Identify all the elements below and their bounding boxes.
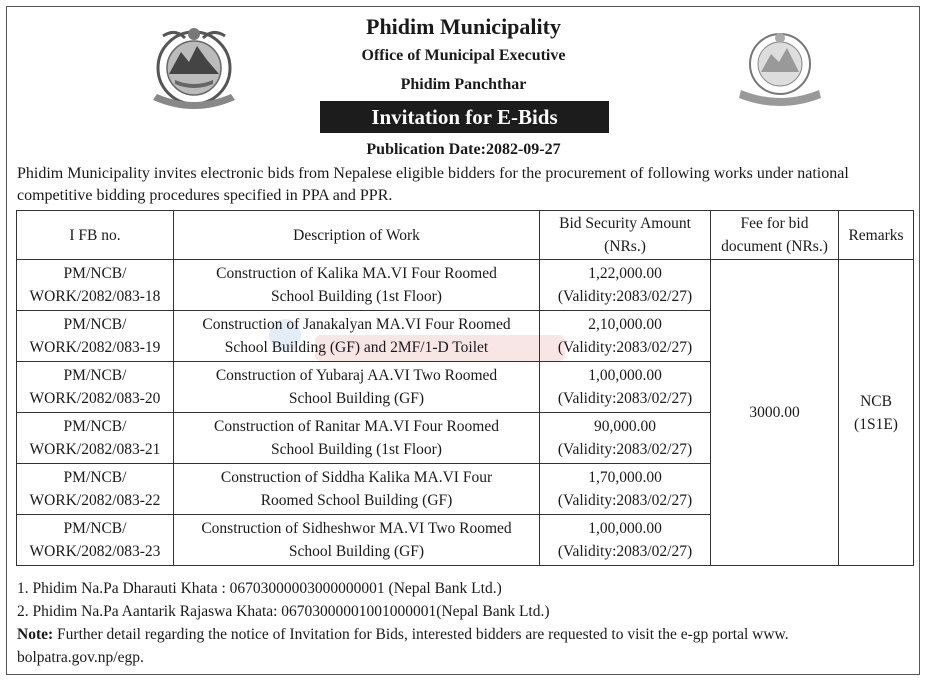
ifb-cell: PM/NCB/ WORK/2082/083-20 [17, 362, 174, 413]
publication-date: Publication Date:2082-09-27 [366, 141, 561, 158]
phidim-municipality-seal-icon [731, 28, 829, 110]
note-label: Note: [17, 626, 54, 643]
account-note-2: 2. Phidim Na.Pa Aantarik Rajaswa Khata: 06703000001001000001(Nepal Bank Ltd.) [17, 603, 550, 620]
ifb-cell: PM/NCB/ WORK/2082/083-23 [17, 515, 174, 566]
description-cell: Construction of Kalika MA.VI Four Roomed School Building (1st Floor) [174, 260, 540, 311]
nepal-government-emblem-icon [145, 22, 243, 112]
bid-security-cell: 1,00,000.00 (Validity:2083/02/27) [540, 515, 711, 566]
portal-note [17, 623, 907, 669]
bid-security-cell: 90,000.00 (Validity:2083/02/27) [540, 413, 711, 464]
note-text: Further detail regarding the notice of Invitation for Bids, interested bidders are requested to visit the e-gp portal www. bolpatra.gov.np/egp. [17, 626, 789, 666]
description-cell: Construction of Yubaraj AA.VI Two Roomed School Building (GF) [174, 362, 540, 413]
header-remarks: Remarks [839, 211, 914, 260]
notice-banner: Invitation for E-Bids [320, 101, 609, 133]
bid-security-cell: 1,00,000.00 (Validity:2083/02/27) [540, 362, 711, 413]
description-cell: Construction of Sidheshwor MA.VI Two Roomed School Building (GF) [174, 515, 540, 566]
description-cell: Construction of Siddha Kalika MA.VI Four Roomed School Building (GF) [174, 464, 540, 515]
municipality-title: Phidim Municipality [366, 14, 561, 39]
ifb-cell: PM/NCB/ WORK/2082/083-21 [17, 413, 174, 464]
header-ifb: I FB no. [17, 211, 174, 260]
bid-security-cell: 1,70,000.00 (Validity:2083/02/27) [540, 464, 711, 515]
fee-cell: 3000.00 [711, 260, 839, 566]
bid-security-cell: 1,22,000.00 (Validity:2083/02/27) [540, 260, 711, 311]
description-cell: Construction of Ranitar MA.VI Four Roomed School Building (1st Floor) [174, 413, 540, 464]
header-description: Description of Work [174, 211, 540, 260]
account-note-1: 1. Phidim Na.Pa Dharauti Khata : 06703000003000000001 (Nepal Bank Ltd.) [17, 580, 502, 597]
notice-header [0, 0, 927, 165]
remarks-cell: NCB (1S1E) [839, 260, 914, 566]
table-row [17, 260, 914, 311]
table-header-row [17, 211, 914, 260]
intro-paragraph: Phidim Municipality invites electronic bids from Nepalese eligible bidders for the procurement of following works under national competitive bidding procedures specified in PPA and PPR. [17, 165, 849, 204]
ifb-cell: PM/NCB/ WORK/2082/083-18 [17, 260, 174, 311]
description-cell: Construction of Janakalyan MA.VI Four Roomed School Building (GF) and 2MF/1-D Toilet [174, 311, 540, 362]
office-name: Office of Municipal Executive [361, 47, 566, 64]
header-bid-security: Bid Security Amount (NRs.) [540, 211, 711, 260]
notes-section [17, 577, 907, 669]
office-location: Phidim Panchthar [400, 76, 527, 93]
bid-security-cell: 2,10,000.00 (Validity:2083/02/27) [540, 311, 711, 362]
bids-table [16, 210, 914, 566]
ifb-cell: PM/NCB/ WORK/2082/083-19 [17, 311, 174, 362]
ifb-cell: PM/NCB/ WORK/2082/083-22 [17, 464, 174, 515]
header-fee: Fee for bid document (NRs.) [711, 211, 839, 260]
